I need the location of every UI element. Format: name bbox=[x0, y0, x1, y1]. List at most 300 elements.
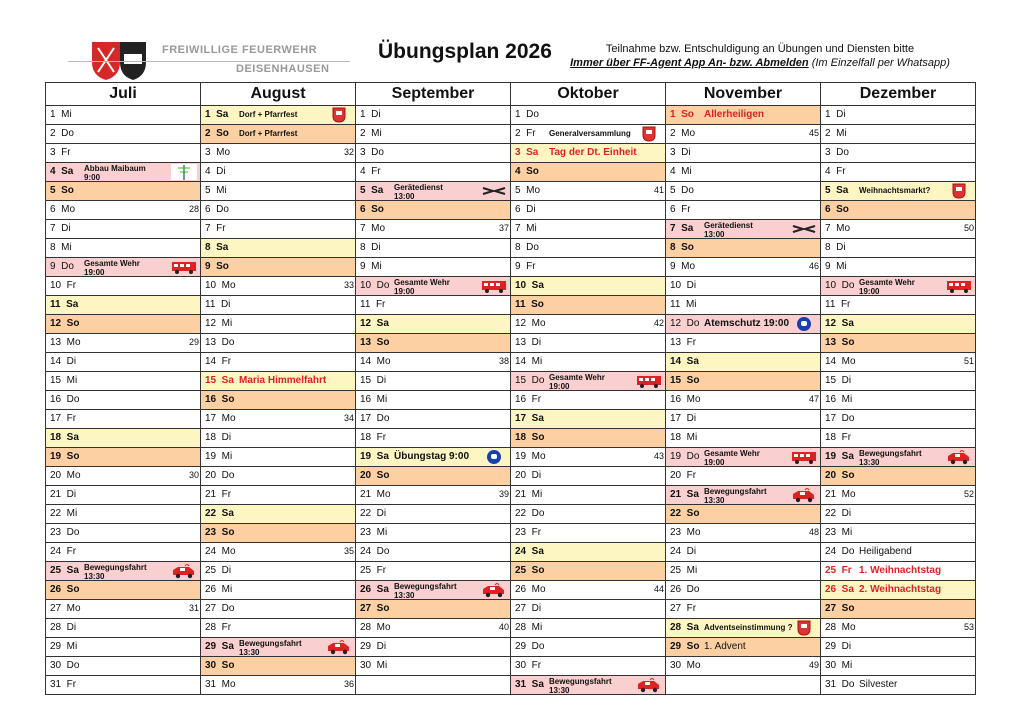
day-label: 16 Mi bbox=[360, 394, 388, 405]
event-label: Gerätedienst 13:00 bbox=[394, 183, 443, 201]
day-cell bbox=[201, 258, 356, 277]
day-label: 10 Di bbox=[670, 280, 697, 291]
day-cell bbox=[511, 125, 666, 144]
event-label: Bewegungsfahrt 13:30 bbox=[84, 563, 147, 581]
day-cell bbox=[511, 334, 666, 353]
day-label: 22 Do bbox=[515, 508, 545, 519]
event-label: Atemschutz 19:00 bbox=[704, 318, 790, 329]
day-cell bbox=[666, 562, 821, 581]
day-label: 23 Mi bbox=[825, 527, 853, 538]
week-number: 32 bbox=[343, 147, 354, 157]
day-cell bbox=[201, 581, 356, 600]
day-row bbox=[46, 125, 976, 144]
day-cell bbox=[666, 467, 821, 486]
day-label: 22 Sa bbox=[205, 508, 234, 519]
day-label: 25 So bbox=[515, 565, 545, 576]
day-label: 29 So bbox=[670, 641, 700, 652]
day-cell bbox=[666, 372, 821, 391]
day-cell bbox=[821, 638, 976, 657]
day-row bbox=[46, 543, 976, 562]
day-cell bbox=[356, 334, 511, 353]
month-header-juli: Juli bbox=[46, 83, 201, 106]
day-cell bbox=[511, 429, 666, 448]
day-label: 29 Sa bbox=[205, 641, 234, 652]
day-cell bbox=[666, 486, 821, 505]
day-label: 25 Fr bbox=[360, 565, 387, 576]
day-cell bbox=[821, 296, 976, 315]
day-label: 24 Mo bbox=[205, 546, 236, 557]
holiday-label: 1. Weihnachtstag bbox=[859, 565, 942, 576]
day-label: 19 Do bbox=[670, 451, 700, 462]
day-cell bbox=[821, 600, 976, 619]
day-label: 12 Mo bbox=[515, 318, 546, 329]
day-cell bbox=[821, 467, 976, 486]
day-cell bbox=[201, 676, 356, 695]
day-cell bbox=[46, 106, 201, 125]
day-label: 11 So bbox=[515, 299, 544, 310]
week-number: 41 bbox=[653, 185, 664, 195]
week-number: 44 bbox=[653, 584, 664, 594]
day-cell bbox=[356, 600, 511, 619]
fire-car-icon bbox=[946, 449, 972, 465]
week-number: 53 bbox=[963, 622, 974, 632]
day-row bbox=[46, 505, 976, 524]
day-cell bbox=[201, 524, 356, 543]
day-cell bbox=[666, 334, 821, 353]
day-cell bbox=[201, 391, 356, 410]
tools-icon bbox=[791, 221, 817, 237]
day-label: 8 Sa bbox=[205, 242, 229, 253]
day-cell bbox=[821, 676, 976, 695]
day-cell bbox=[666, 353, 821, 372]
day-label: 6 Mo bbox=[50, 204, 76, 215]
day-label: 30 Do bbox=[50, 660, 80, 671]
day-cell bbox=[356, 638, 511, 657]
day-label: 28 Mi bbox=[515, 622, 543, 633]
event-label: Gerätedienst 13:00 bbox=[704, 221, 753, 239]
day-cell bbox=[356, 391, 511, 410]
day-cell bbox=[511, 315, 666, 334]
event-label: Bewegungsfahrt 13:30 bbox=[859, 449, 922, 467]
day-cell bbox=[46, 125, 201, 144]
day-cell bbox=[46, 619, 201, 638]
maypole-icon bbox=[171, 164, 197, 180]
day-label: 4 So bbox=[515, 166, 539, 177]
fire-car-icon bbox=[791, 487, 817, 503]
day-cell bbox=[356, 163, 511, 182]
day-label: 12 Sa bbox=[360, 318, 389, 329]
day-label: 12 So bbox=[50, 318, 80, 329]
day-cell bbox=[46, 676, 201, 695]
week-number: 31 bbox=[188, 603, 199, 613]
day-label: 12 Do bbox=[670, 318, 700, 329]
day-label: 8 Do bbox=[515, 242, 539, 253]
day-label: 11 Sa bbox=[50, 299, 79, 310]
day-cell bbox=[511, 638, 666, 657]
day-cell bbox=[356, 657, 511, 676]
day-cell bbox=[821, 619, 976, 638]
day-cell bbox=[201, 182, 356, 201]
day-label: 13 Fr bbox=[670, 337, 697, 348]
day-label: 4 Sa bbox=[50, 166, 74, 177]
day-label: 26 Sa bbox=[825, 584, 854, 595]
day-label: 11 Fr bbox=[825, 299, 851, 310]
day-cell bbox=[201, 239, 356, 258]
day-cell bbox=[356, 524, 511, 543]
day-label: 16 So bbox=[205, 394, 235, 405]
day-label: 10 Mo bbox=[205, 280, 236, 291]
week-number: 34 bbox=[343, 413, 354, 423]
day-label: 6 Do bbox=[205, 204, 229, 215]
day-cell bbox=[511, 619, 666, 638]
day-cell bbox=[46, 334, 201, 353]
day-cell bbox=[821, 372, 976, 391]
day-cell bbox=[356, 315, 511, 334]
day-cell bbox=[511, 486, 666, 505]
day-row bbox=[46, 467, 976, 486]
day-cell bbox=[511, 106, 666, 125]
day-cell bbox=[201, 543, 356, 562]
day-label: 18 Di bbox=[205, 432, 232, 443]
day-label: 2 Mo bbox=[670, 128, 696, 139]
day-label: 27 Do bbox=[205, 603, 235, 614]
day-label: 21 Mo bbox=[825, 489, 856, 500]
day-label: 27 So bbox=[360, 603, 390, 614]
empty-cell bbox=[666, 676, 821, 695]
day-cell bbox=[666, 239, 821, 258]
note-label: Heiligabend bbox=[859, 546, 912, 557]
day-cell bbox=[511, 220, 666, 239]
day-cell bbox=[46, 429, 201, 448]
day-label: 15 Mi bbox=[50, 375, 78, 386]
day-cell bbox=[666, 410, 821, 429]
week-number: 43 bbox=[653, 451, 664, 461]
fire-brigade-emblem-icon bbox=[326, 107, 352, 123]
day-row bbox=[46, 258, 976, 277]
day-cell bbox=[356, 543, 511, 562]
event-label: Dorf + Pfarrfest bbox=[239, 110, 298, 119]
day-cell bbox=[666, 657, 821, 676]
day-label: 5 Do bbox=[670, 185, 694, 196]
week-number: 50 bbox=[963, 223, 974, 233]
day-label: 18 Fr bbox=[360, 432, 387, 443]
week-number: 36 bbox=[343, 679, 354, 689]
day-cell bbox=[511, 258, 666, 277]
note-label: Silvester bbox=[859, 679, 898, 690]
day-label: 28 Mo bbox=[825, 622, 856, 633]
day-cell bbox=[356, 353, 511, 372]
day-row bbox=[46, 163, 976, 182]
day-label: 17 Di bbox=[670, 413, 697, 424]
week-number: 49 bbox=[808, 660, 819, 670]
day-label: 19 So bbox=[50, 451, 80, 462]
day-row bbox=[46, 676, 976, 695]
day-label: 6 Fr bbox=[670, 204, 691, 215]
week-number: 28 bbox=[188, 204, 199, 214]
day-cell bbox=[821, 543, 976, 562]
day-label: 27 Di bbox=[515, 603, 542, 614]
fire-car-icon bbox=[326, 639, 352, 655]
day-cell bbox=[46, 353, 201, 372]
breathing-mask-icon bbox=[791, 316, 817, 332]
day-label: 12 Sa bbox=[825, 318, 854, 329]
day-label: 26 Mi bbox=[205, 584, 233, 595]
day-cell bbox=[666, 391, 821, 410]
week-number: 51 bbox=[963, 356, 974, 366]
day-cell bbox=[821, 505, 976, 524]
week-number: 39 bbox=[498, 489, 509, 499]
fire-truck-icon bbox=[481, 278, 507, 294]
day-label: 27 So bbox=[825, 603, 855, 614]
day-label: 9 Do bbox=[50, 261, 74, 272]
day-label: 3 Do bbox=[360, 147, 384, 158]
day-label: 17 Fr bbox=[50, 413, 77, 424]
day-cell bbox=[201, 277, 356, 296]
day-label: 7 Mi bbox=[515, 223, 537, 234]
day-label: 10 Do bbox=[360, 280, 390, 291]
day-label: 13 Do bbox=[205, 337, 235, 348]
day-cell bbox=[821, 524, 976, 543]
day-label: 8 Mi bbox=[50, 242, 72, 253]
day-cell bbox=[356, 448, 511, 467]
day-label: 1 So bbox=[670, 109, 694, 120]
day-cell bbox=[201, 201, 356, 220]
day-label: 19 Mo bbox=[515, 451, 546, 462]
day-cell bbox=[511, 277, 666, 296]
day-cell bbox=[46, 220, 201, 239]
day-row bbox=[46, 600, 976, 619]
event-label: Gesamte Wehr 19:00 bbox=[859, 278, 915, 296]
day-label: 7 Mo bbox=[360, 223, 386, 234]
day-cell bbox=[46, 277, 201, 296]
day-cell bbox=[511, 505, 666, 524]
fire-truck-icon bbox=[636, 373, 662, 389]
day-label: 3 Mo bbox=[205, 147, 231, 158]
day-label: 15 Sa bbox=[205, 375, 234, 386]
day-cell bbox=[356, 486, 511, 505]
day-label: 10 Sa bbox=[515, 280, 544, 291]
day-label: 9 Mi bbox=[825, 261, 847, 272]
org-name: FREIWILLIGE FEUERWEHR bbox=[162, 44, 318, 56]
fire-brigade-emblem-icon bbox=[791, 620, 817, 636]
fire-car-icon bbox=[636, 677, 662, 693]
month-header-dezember: Dezember bbox=[821, 83, 976, 106]
day-label: 21 Sa bbox=[670, 489, 699, 500]
day-cell bbox=[46, 467, 201, 486]
day-cell bbox=[356, 258, 511, 277]
day-label: 25 Mi bbox=[670, 565, 698, 576]
day-label: 13 Di bbox=[515, 337, 542, 348]
day-row bbox=[46, 562, 976, 581]
day-cell bbox=[356, 505, 511, 524]
day-cell bbox=[356, 372, 511, 391]
day-label: 20 So bbox=[360, 470, 390, 481]
month-header-august: August bbox=[201, 83, 356, 106]
day-cell bbox=[821, 277, 976, 296]
day-cell bbox=[821, 334, 976, 353]
day-label: 5 So bbox=[50, 185, 74, 196]
day-row bbox=[46, 277, 976, 296]
day-label: 3 Do bbox=[825, 147, 849, 158]
holiday-label: Allerheiligen bbox=[704, 109, 765, 120]
day-label: 11 Mi bbox=[670, 299, 697, 310]
event-label: Bewegungsfahrt 13:30 bbox=[394, 582, 457, 600]
day-cell bbox=[821, 448, 976, 467]
fire-truck-icon bbox=[171, 259, 197, 275]
day-cell bbox=[201, 106, 356, 125]
day-cell bbox=[666, 638, 821, 657]
day-label: 31 Fr bbox=[50, 679, 77, 690]
day-label: 20 Do bbox=[205, 470, 235, 481]
day-label: 27 Fr bbox=[670, 603, 697, 614]
instruction-rest: (Im Einzelfall per Whatsapp) bbox=[808, 57, 950, 69]
day-cell bbox=[46, 581, 201, 600]
day-row bbox=[46, 220, 976, 239]
day-cell bbox=[201, 353, 356, 372]
day-label: 23 Mo bbox=[670, 527, 701, 538]
day-cell bbox=[356, 277, 511, 296]
day-label: 23 Do bbox=[50, 527, 80, 538]
fire-car-icon bbox=[481, 582, 507, 598]
day-label: 8 So bbox=[670, 242, 694, 253]
day-cell bbox=[666, 125, 821, 144]
day-cell bbox=[511, 467, 666, 486]
day-label: 14 Fr bbox=[205, 356, 232, 367]
event-label: Gesamte Wehr 19:00 bbox=[549, 373, 605, 391]
day-cell bbox=[511, 163, 666, 182]
event-label: Übungstag 9:00 bbox=[394, 451, 470, 462]
week-number: 38 bbox=[498, 356, 509, 366]
day-label: 19 Sa bbox=[825, 451, 854, 462]
day-cell bbox=[46, 201, 201, 220]
week-number: 52 bbox=[963, 489, 974, 499]
day-cell bbox=[821, 486, 976, 505]
day-label: 29 Mi bbox=[50, 641, 78, 652]
day-label: 25 Fr bbox=[825, 565, 852, 576]
day-cell bbox=[201, 657, 356, 676]
day-cell bbox=[821, 410, 976, 429]
day-label: 23 So bbox=[205, 527, 235, 538]
day-label: 3 Fr bbox=[50, 147, 71, 158]
day-label: 1 Di bbox=[360, 109, 381, 120]
day-label: 26 Sa bbox=[360, 584, 389, 595]
day-label: 27 Mo bbox=[50, 603, 81, 614]
day-label: 4 Fr bbox=[360, 166, 381, 177]
day-cell bbox=[356, 220, 511, 239]
day-label: 1 Mi bbox=[50, 109, 72, 120]
day-cell bbox=[666, 277, 821, 296]
day-cell bbox=[666, 543, 821, 562]
day-cell bbox=[821, 144, 976, 163]
day-cell bbox=[821, 429, 976, 448]
day-label: 17 Do bbox=[825, 413, 855, 424]
org-location: DEISENHAUSEN bbox=[236, 63, 330, 75]
day-cell bbox=[356, 429, 511, 448]
day-row bbox=[46, 619, 976, 638]
day-label: 11 Di bbox=[205, 299, 231, 310]
day-cell bbox=[201, 467, 356, 486]
day-label: 31 Do bbox=[825, 679, 855, 690]
day-cell bbox=[666, 182, 821, 201]
day-cell bbox=[201, 505, 356, 524]
day-label: 28 Di bbox=[50, 622, 77, 633]
day-cell bbox=[511, 562, 666, 581]
day-cell bbox=[821, 106, 976, 125]
week-number: 46 bbox=[808, 261, 819, 271]
fire-truck-icon bbox=[946, 278, 972, 294]
day-label: 18 Sa bbox=[50, 432, 79, 443]
event-label: Abbau Maibaum 9:00 bbox=[84, 164, 146, 182]
day-label: 8 Di bbox=[825, 242, 846, 253]
day-row bbox=[46, 315, 976, 334]
day-cell bbox=[511, 676, 666, 695]
day-label: 20 Di bbox=[515, 470, 542, 481]
day-label: 2 Fr bbox=[515, 128, 536, 139]
day-cell bbox=[666, 220, 821, 239]
day-label: 15 Di bbox=[360, 375, 387, 386]
day-cell bbox=[46, 657, 201, 676]
day-label: 14 Sa bbox=[670, 356, 699, 367]
day-cell bbox=[46, 410, 201, 429]
day-label: 23 Fr bbox=[515, 527, 542, 538]
day-label: 5 Mi bbox=[205, 185, 227, 196]
day-label: 22 Mi bbox=[50, 508, 78, 519]
day-cell bbox=[511, 657, 666, 676]
day-label: 10 Fr bbox=[50, 280, 77, 291]
event-label: Bewegungsfahrt 13:30 bbox=[704, 487, 767, 505]
holiday-label: Maria Himmelfahrt bbox=[239, 375, 327, 386]
day-label: 5 Mo bbox=[515, 185, 541, 196]
day-label: 14 Di bbox=[50, 356, 77, 367]
event-label: Gesamte Wehr 19:00 bbox=[704, 449, 760, 467]
day-label: 30 Fr bbox=[515, 660, 542, 671]
day-cell bbox=[356, 467, 511, 486]
day-label: 10 Do bbox=[825, 280, 855, 291]
day-cell bbox=[666, 600, 821, 619]
day-cell bbox=[511, 581, 666, 600]
day-cell bbox=[666, 315, 821, 334]
day-label: 16 Mo bbox=[670, 394, 701, 405]
day-label: 2 Mi bbox=[825, 128, 847, 139]
day-cell bbox=[46, 296, 201, 315]
day-cell bbox=[356, 410, 511, 429]
day-label: 30 Mi bbox=[825, 660, 853, 671]
day-cell bbox=[201, 144, 356, 163]
day-label: 7 Di bbox=[50, 223, 71, 234]
day-cell bbox=[666, 201, 821, 220]
day-cell bbox=[511, 391, 666, 410]
day-cell bbox=[46, 258, 201, 277]
day-label: 17 Do bbox=[360, 413, 390, 424]
day-label: 19 Sa bbox=[360, 451, 389, 462]
day-label: 13 So bbox=[360, 337, 390, 348]
day-cell bbox=[511, 353, 666, 372]
day-cell bbox=[46, 239, 201, 258]
day-cell bbox=[821, 562, 976, 581]
day-cell bbox=[46, 391, 201, 410]
day-cell bbox=[821, 163, 976, 182]
day-row bbox=[46, 106, 976, 125]
holiday-label: 2. Weihnachtstag bbox=[859, 584, 942, 595]
day-label: 1 Do bbox=[515, 109, 539, 120]
day-label: 28 Fr bbox=[205, 622, 232, 633]
week-number: 42 bbox=[653, 318, 664, 328]
logo-divider bbox=[68, 61, 350, 62]
day-cell bbox=[356, 562, 511, 581]
day-label: 30 So bbox=[205, 660, 235, 671]
event-label: Gesamte Wehr 19:00 bbox=[394, 278, 450, 296]
day-cell bbox=[356, 144, 511, 163]
